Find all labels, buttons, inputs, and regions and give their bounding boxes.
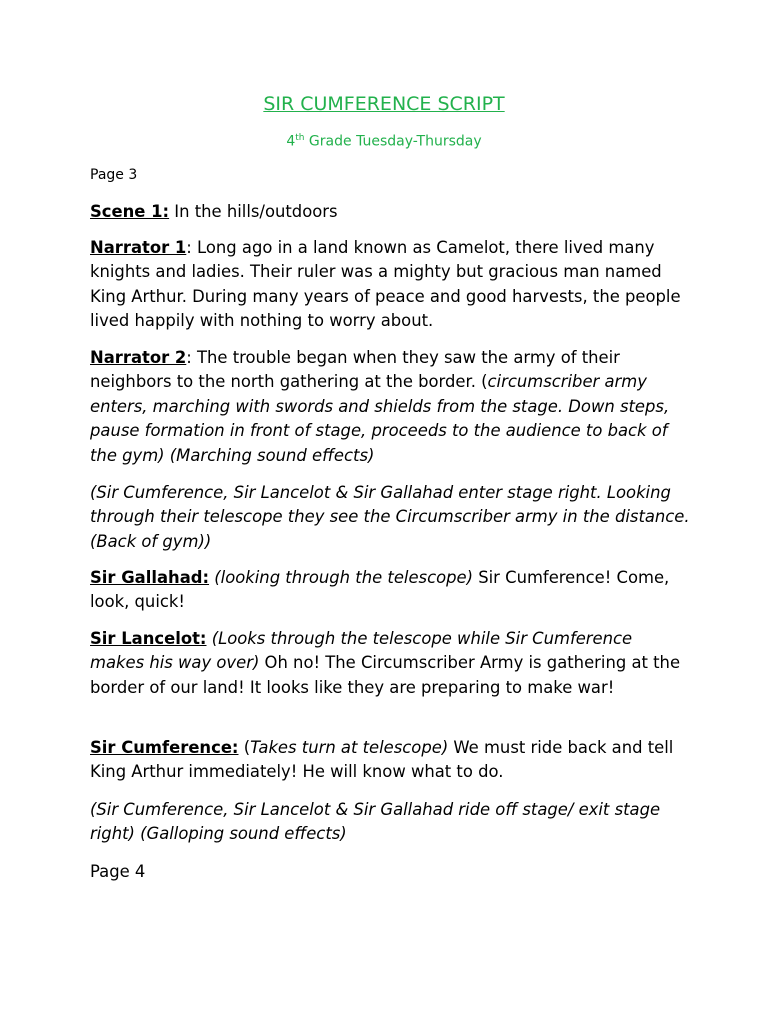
lancelot-text: Oh no! The Circumscriber Army is gathering at the border of our land! It looks like they are preparing to make war!: [90, 653, 681, 697]
narrator-1-text: : Long ago in a land known as Camelot, there lived many knights and ladies. Their ruler was a mighty but gracious man named King Arthur. During many years of peace and good harvests, the people lived happily with nothing to worry about.: [90, 238, 681, 331]
subtitle-text: Grade Tuesday-Thursday: [304, 133, 482, 150]
document-subtitle: [0, 133, 768, 150]
scene-text: In the hills/outdoors: [169, 202, 338, 221]
page-label-3: Page 3: [90, 167, 138, 183]
grade-number: 4: [286, 133, 296, 150]
speaker-narrator-1: Narrator 1: [90, 238, 187, 257]
document-title: SIR CUMFERENCE SCRIPT: [263, 93, 505, 115]
cumference-open-paren: (: [238, 738, 251, 757]
gallahad-direction: (looking through the telescope): [209, 568, 474, 587]
cumference-direction: Takes turn at telescope): [250, 738, 449, 757]
speaker-sir-lancelot: Sir Lancelot:: [90, 629, 207, 648]
lancelot-line: [90, 627, 690, 700]
stage-direction-exit: (Sir Cumference, Sir Lancelot & Sir Gallahad ride off stage/ exit stage right) (Galloping sound effects): [90, 800, 661, 844]
grade-ordinal-suffix: th: [295, 133, 305, 143]
speaker-sir-gallahad: Sir Gallahad:: [90, 568, 210, 587]
scene-label: Scene 1:: [90, 202, 170, 221]
gallahad-text: Sir Cumference! Come, look, quick!: [90, 568, 670, 612]
narrator-2-line: [90, 346, 690, 468]
gallahad-line: [90, 566, 690, 615]
narrator-2-direction: circumscriber army enters, marching with swords and shields from the stage. Down steps, pause formation in front of stage, proceeds to the audience to back of the gym) (Marching sound effects): [90, 372, 670, 465]
lancelot-direction: (Looks through the telescope while Sir Cumference makes his way over): [90, 629, 633, 673]
narrator-2-text: : The trouble began when they saw the army of their neighbors to the north gathering at the border. (: [90, 348, 620, 392]
cumference-line: [90, 736, 690, 785]
stage-direction-enter: (Sir Cumference, Sir Lancelot & Sir Gallahad enter stage right. Looking through their telescope they see the Circumscriber army in the distance. (Back of gym)): [90, 483, 690, 551]
page-label-4: Page 4: [90, 862, 146, 881]
scene-heading: [90, 200, 690, 224]
speaker-narrator-2: Narrator 2: [90, 348, 187, 367]
speaker-sir-cumference: Sir Cumference:: [90, 738, 239, 757]
cumference-text: We must ride back and tell King Arthur immediately! He will know what to do.: [90, 738, 674, 782]
narrator-1-line: [90, 236, 690, 334]
